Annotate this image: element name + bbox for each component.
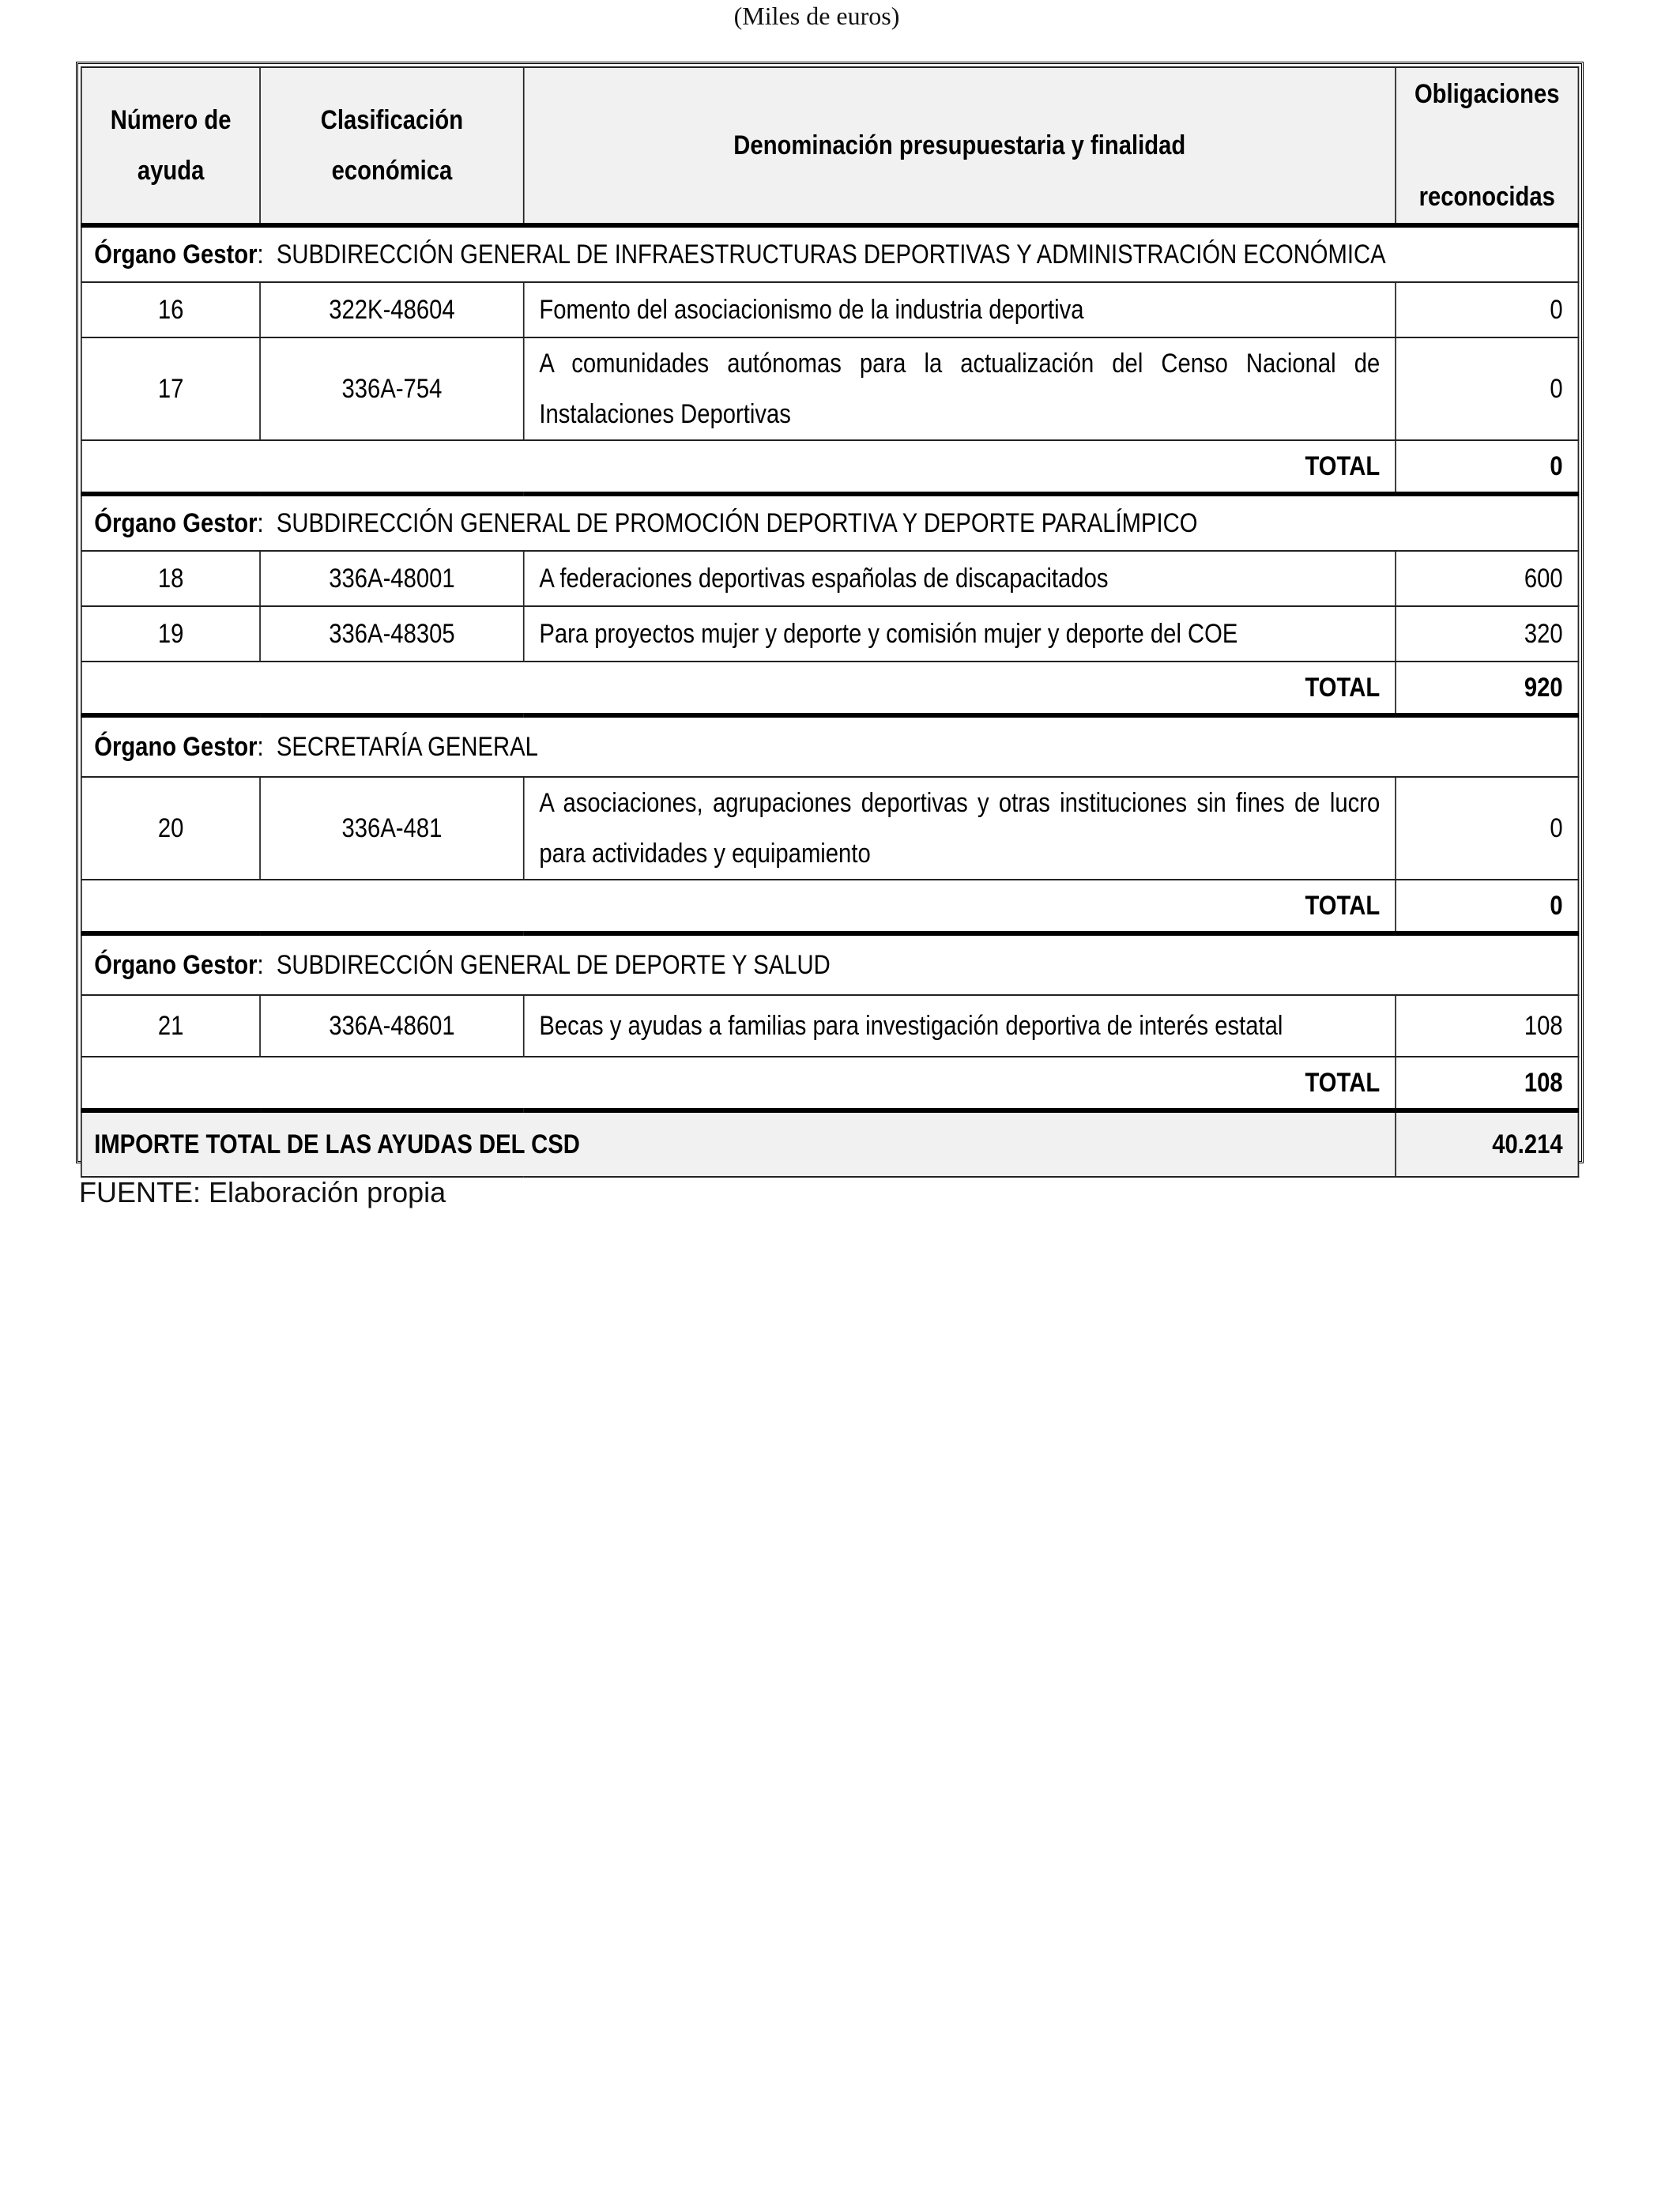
- cell-clasificacion: 336A-754: [260, 337, 523, 440]
- organo-label: Órgano Gestor: [94, 731, 258, 762]
- cell-clasificacion: 336A-48305: [260, 606, 523, 662]
- total-label: TOTAL: [81, 440, 1396, 494]
- cell-clasificacion: 336A-48001: [260, 551, 523, 606]
- total-value: 920: [1396, 662, 1578, 715]
- organo-name: SUBDIRECCIÓN GENERAL DE PROMOCIÓN DEPORTIVA Y DEPORTE PARALÍMPICO: [276, 507, 1198, 538]
- grand-total-row: [81, 1110, 1579, 1177]
- organo-label: Órgano Gestor: [94, 949, 258, 980]
- total-row: [81, 662, 1579, 715]
- source-note: FUENTE: Elaboración propia: [79, 1176, 446, 1208]
- cell-denominacion: A asociaciones, agrupaciones deportivas y otras instituciones sin fines de lucro para actividades y equipamiento: [524, 777, 1396, 880]
- table-row: [81, 337, 1579, 440]
- organo-label: Órgano Gestor: [94, 507, 258, 538]
- header-obligaciones: [1396, 67, 1578, 225]
- header-obligaciones-top: Obligaciones: [1414, 79, 1560, 109]
- cell-obligaciones: 108: [1396, 995, 1578, 1057]
- units-note: (Miles de euros): [733, 2, 900, 30]
- cell-clasificacion: 322K-48604: [260, 282, 523, 337]
- header-denominacion: Denominación presupuestaria y finalidad: [524, 67, 1396, 225]
- organo-row: [81, 715, 1579, 777]
- cell-denominacion: Fomento del asociacionismo de la industria deportiva: [524, 282, 1396, 337]
- organo-cell: Órgano Gestor: SECRETARÍA GENERAL: [81, 715, 1579, 777]
- total-value: 0: [1396, 440, 1578, 494]
- cell-denominacion: Para proyectos mujer y deporte y comisión mujer y deporte del COE: [524, 606, 1396, 662]
- cell-clasificacion: 336A-48601: [260, 995, 523, 1057]
- organo-row: [81, 933, 1579, 995]
- table-row: [81, 606, 1579, 662]
- cell-denominacion: Becas y ayudas a familias para investigación deportiva de interés estatal: [524, 995, 1396, 1057]
- table-row: [81, 282, 1579, 337]
- cell-obligaciones: 320: [1396, 606, 1578, 662]
- header-numero: Número de ayuda: [81, 67, 260, 225]
- total-row: [81, 1057, 1579, 1110]
- table-row: [81, 995, 1579, 1057]
- cell-numero: 16: [81, 282, 260, 337]
- table-header-row: [81, 67, 1579, 225]
- organo-name: SECRETARÍA GENERAL: [276, 731, 538, 762]
- cell-numero: 20: [81, 777, 260, 880]
- aid-table-frame: [76, 62, 1584, 1163]
- cell-numero: 21: [81, 995, 260, 1057]
- header-obligaciones-bottom: reconocidas: [1418, 182, 1555, 212]
- cell-numero: 17: [81, 337, 260, 440]
- aid-table: [81, 66, 1579, 1178]
- header-clasificacion: Clasificación económica: [260, 67, 523, 225]
- table-row: [81, 777, 1579, 880]
- cell-numero: 18: [81, 551, 260, 606]
- organo-cell: Órgano Gestor: SUBDIRECCIÓN GENERAL DE INFRAESTRUCTURAS DEPORTIVAS Y ADMINISTRACIÓN ECONÓMICA: [81, 225, 1579, 282]
- cell-obligaciones: 600: [1396, 551, 1578, 606]
- total-label: TOTAL: [81, 1057, 1396, 1110]
- grand-total-label: IMPORTE TOTAL DE LAS AYUDAS DEL CSD: [81, 1110, 1396, 1177]
- organo-cell: Órgano Gestor: SUBDIRECCIÓN GENERAL DE DEPORTE Y SALUD: [81, 933, 1579, 995]
- total-row: [81, 880, 1579, 933]
- cell-numero: 19: [81, 606, 260, 662]
- cell-obligaciones: 0: [1396, 282, 1578, 337]
- total-label: TOTAL: [81, 662, 1396, 715]
- cell-obligaciones: 0: [1396, 777, 1578, 880]
- grand-total-value: 40.214: [1396, 1110, 1578, 1177]
- cell-denominacion: A comunidades autónomas para la actualización del Censo Nacional de Instalaciones Deportivas: [524, 337, 1396, 440]
- total-value: 0: [1396, 880, 1578, 933]
- cell-clasificacion: 336A-481: [260, 777, 523, 880]
- table-row: [81, 551, 1579, 606]
- organo-cell: Órgano Gestor: SUBDIRECCIÓN GENERAL DE PROMOCIÓN DEPORTIVA Y DEPORTE PARALÍMPICO: [81, 494, 1579, 551]
- organo-row: [81, 225, 1579, 282]
- total-row: [81, 440, 1579, 494]
- total-value: 108: [1396, 1057, 1578, 1110]
- cell-denominacion: A federaciones deportivas españolas de discapacitados: [524, 551, 1396, 606]
- organo-name: SUBDIRECCIÓN GENERAL DE INFRAESTRUCTURAS DEPORTIVAS Y ADMINISTRACIÓN ECONÓMICA: [276, 239, 1386, 270]
- organo-name: SUBDIRECCIÓN GENERAL DE DEPORTE Y SALUD: [276, 949, 831, 980]
- organo-label: Órgano Gestor: [94, 239, 258, 270]
- organo-row: [81, 494, 1579, 551]
- total-label: TOTAL: [81, 880, 1396, 933]
- cell-obligaciones: 0: [1396, 337, 1578, 440]
